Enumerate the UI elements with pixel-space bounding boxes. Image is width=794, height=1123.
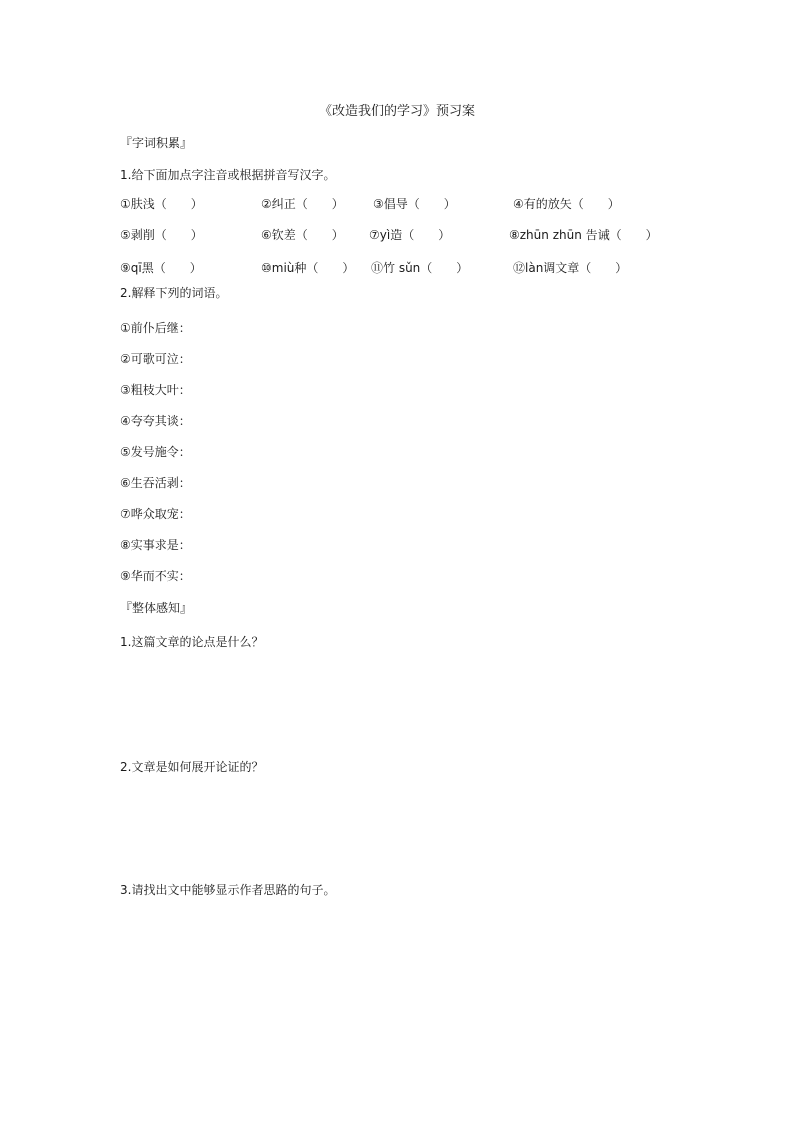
comprehension-question: 1.这篇文章的论点是什么？ bbox=[120, 635, 264, 649]
comprehension-question: 2.文章是如何展开论证的？ bbox=[120, 760, 264, 774]
term-item: ⑥生吞活剥： bbox=[120, 476, 191, 490]
pinyin-item: ④有的放矢（ ） bbox=[513, 197, 620, 211]
pinyin-item: ⑦yì造（ ） bbox=[369, 228, 451, 242]
pinyin-item: ⑧zhūn zhūn 告诫（ ） bbox=[509, 228, 658, 242]
comprehension-question: 3.请找出文中能够显示作者思路的句子。 bbox=[120, 883, 336, 897]
term-item: ⑨华而不实： bbox=[120, 569, 191, 583]
term-item: ③粗枝大叶： bbox=[120, 383, 191, 397]
pinyin-item: ⑨qī黑（ ） bbox=[120, 261, 202, 275]
term-item: ②可歌可泣： bbox=[120, 352, 191, 366]
term-item: ⑤发号施令： bbox=[120, 445, 191, 459]
question-1-label: 1.给下面加点字注音或根据拼音写汉字。 bbox=[120, 168, 336, 182]
term-item: ④夸夸其谈： bbox=[120, 414, 191, 428]
pinyin-item: ⑪竹 sǔn（ ） bbox=[371, 261, 469, 275]
pinyin-item: ②纠正（ ） bbox=[261, 197, 344, 211]
pinyin-item: ③倡导（ ） bbox=[373, 197, 456, 211]
section-heading-overall: 『整体感知』 bbox=[120, 601, 193, 615]
pinyin-item: ①肤浅（ ） bbox=[120, 197, 203, 211]
pinyin-item: ⑩miù种（ ） bbox=[261, 261, 355, 275]
pinyin-item: ⑥钦差（ ） bbox=[261, 228, 344, 242]
section-heading-vocabulary: 『字词积累』 bbox=[120, 136, 193, 150]
pinyin-item: ⑫làn调文章（ ） bbox=[513, 261, 628, 275]
question-2-label: 2.解释下列的词语。 bbox=[120, 286, 228, 300]
term-item: ⑦哗众取宠： bbox=[120, 507, 191, 521]
document-title: 《改造我们的学习》预习案 bbox=[318, 104, 475, 119]
pinyin-item: ⑤剥削（ ） bbox=[120, 228, 203, 242]
term-item: ①前仆后继： bbox=[120, 321, 191, 335]
term-item: ⑧实事求是： bbox=[120, 538, 191, 552]
